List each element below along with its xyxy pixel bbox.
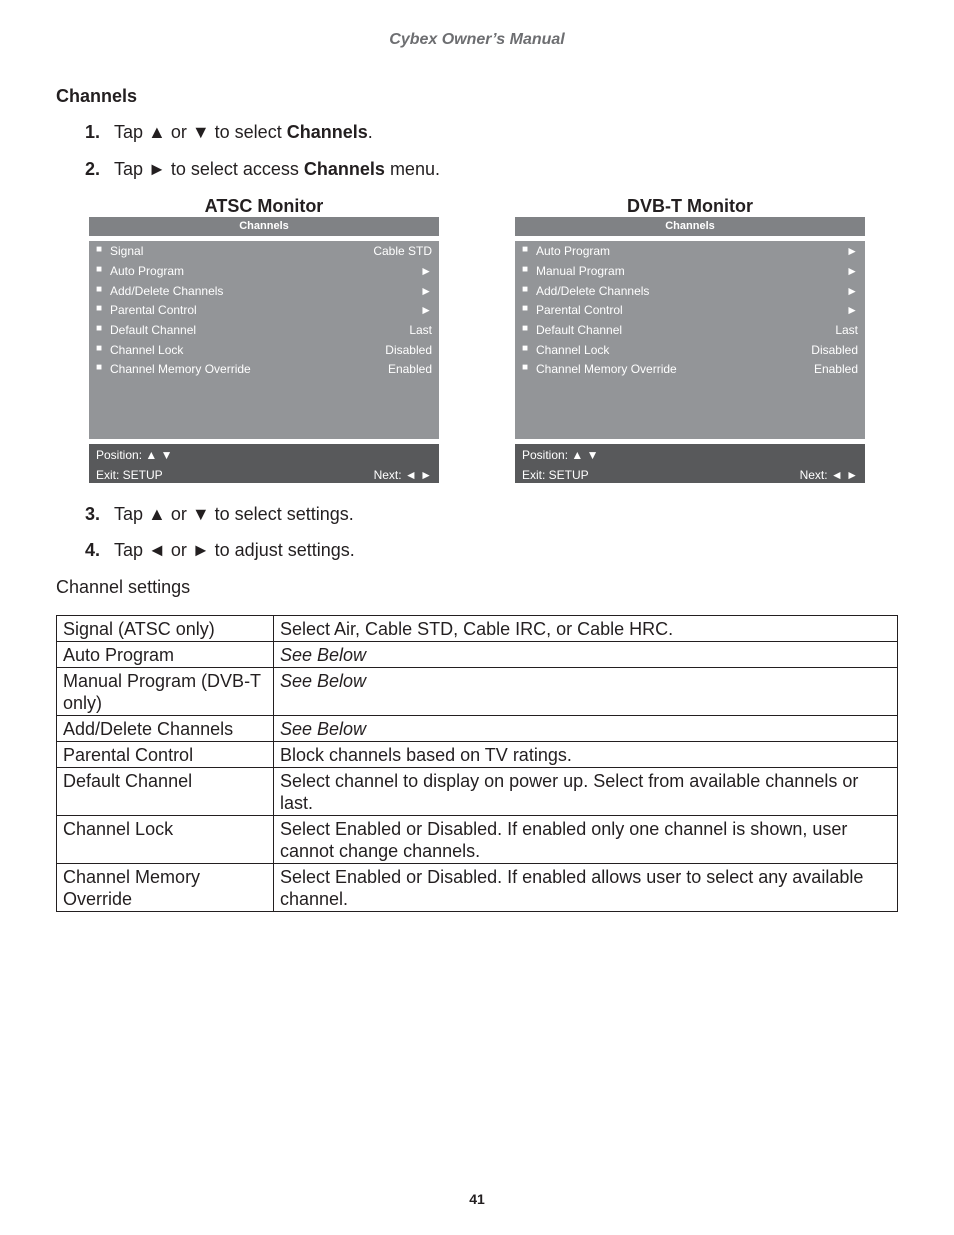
bullet-icon: ■ <box>522 284 529 295</box>
step-bold-text: Channels <box>286 122 368 142</box>
bullet-icon: ■ <box>96 284 103 295</box>
menu-item-label: Default Channel <box>536 323 623 337</box>
menu-item <box>89 343 439 363</box>
bullet-icon: ■ <box>522 362 529 373</box>
setting-name-cell: Add/Delete Channels <box>57 716 274 742</box>
menu-item-value: Cable STD <box>373 244 432 258</box>
atsc-monitor-title: ATSC Monitor <box>204 196 324 216</box>
menu-item <box>89 284 439 304</box>
menu-item-label: Manual Program <box>536 264 625 278</box>
step-3 <box>85 504 354 525</box>
menu-body <box>89 241 439 439</box>
step-text-end: menu. <box>384 159 440 179</box>
menu-item <box>89 323 439 343</box>
menu-item <box>515 323 865 343</box>
menu-item-label: Add/Delete Channels <box>110 284 224 298</box>
menu-item <box>515 284 865 304</box>
menu-item-value: Disabled <box>385 343 432 357</box>
menu-item-value: Enabled <box>387 362 432 376</box>
footer-position-hint: Position: ▲ ▼ <box>96 448 173 462</box>
menu-item <box>89 244 439 264</box>
footer-exit-hint: Exit: SETUP <box>522 468 589 482</box>
menu-item-value: ► <box>846 264 858 278</box>
menu-item-label: Channel Lock <box>536 343 610 357</box>
menu-item-label: Channel Memory Override <box>536 362 677 376</box>
setting-name-cell: Auto Program <box>57 642 274 668</box>
step-text: Tap ► to select access <box>114 159 304 179</box>
step-number: 3. <box>85 504 101 524</box>
table-row <box>57 816 898 864</box>
bullet-icon: ■ <box>96 244 103 255</box>
bullet-icon: ■ <box>96 323 103 334</box>
bullet-icon: ■ <box>522 303 529 314</box>
menu-item-value: Enabled <box>813 362 858 376</box>
menu-item <box>515 244 865 264</box>
menu-item-label: Parental Control <box>110 303 197 317</box>
step-number: 2. <box>85 159 101 179</box>
step-bold-text: Channels <box>303 159 385 179</box>
step-4 <box>85 540 355 561</box>
section-title: Channels <box>56 86 138 106</box>
table-row <box>57 668 898 716</box>
menu-item-value: Disabled <box>811 343 858 357</box>
step-2 <box>85 159 440 180</box>
menu-item <box>89 264 439 284</box>
setting-name-cell: Manual Program (DVB-T only) <box>57 668 274 716</box>
setting-name-cell: Signal (ATSC only) <box>57 616 274 642</box>
menu-footer <box>89 444 439 483</box>
footer-next-hint: Next: ◄ ► <box>373 468 432 482</box>
bullet-icon: ■ <box>96 343 103 354</box>
menu-item-label: Parental Control <box>536 303 623 317</box>
menu-item <box>89 303 439 323</box>
footer-exit-hint: Exit: SETUP <box>96 468 163 482</box>
setting-description-cell: See Below <box>274 716 898 742</box>
menu-item-label: Add/Delete Channels <box>536 284 650 298</box>
table-row <box>57 716 898 742</box>
table-row <box>57 642 898 668</box>
menu-item-label: Auto Program <box>536 244 611 258</box>
table-row <box>57 768 898 816</box>
menu-item <box>515 264 865 284</box>
step-text: Tap ▲ or ▼ to select <box>114 122 287 142</box>
step-1 <box>85 122 373 143</box>
setting-description-cell: See Below <box>274 642 898 668</box>
bullet-icon: ■ <box>96 362 103 373</box>
table-row <box>57 616 898 642</box>
table-row <box>57 742 898 768</box>
menu-item <box>515 343 865 363</box>
setting-description-cell: Select Enabled or Disabled. If enabled allows user to select any available channel. <box>274 864 898 912</box>
setting-name-cell: Channel Memory Override <box>57 864 274 912</box>
setting-description-cell: Select Air, Cable STD, Cable IRC, or Cable HRC. <box>274 616 898 642</box>
setting-description-cell: See Below <box>274 668 898 716</box>
bullet-icon: ■ <box>522 343 529 354</box>
menu-item-value: ► <box>846 284 858 298</box>
footer-next-hint: Next: ◄ ► <box>799 468 858 482</box>
setting-name-cell: Channel Lock <box>57 816 274 864</box>
step-text: Tap ◄ or ► to adjust settings. <box>114 540 355 560</box>
menu-footer <box>515 444 865 483</box>
bullet-icon: ■ <box>522 323 529 334</box>
menu-item-value: Last <box>409 323 432 337</box>
menu-item <box>515 303 865 323</box>
dvbt-monitor-title: DVB-T Monitor <box>627 196 753 216</box>
menu-item-label: Signal <box>110 244 144 258</box>
setting-description-cell: Block channels based on TV ratings. <box>274 742 898 768</box>
channel-settings-table <box>56 615 898 912</box>
setting-name-cell: Default Channel <box>57 768 274 816</box>
running-header: Cybex Owner’s Manual <box>389 31 565 48</box>
menu-item-value: Last <box>835 323 858 337</box>
bullet-icon: ■ <box>96 303 103 314</box>
table-row <box>57 864 898 912</box>
footer-position-hint: Position: ▲ ▼ <box>522 448 599 462</box>
menu-item-label: Default Channel <box>110 323 197 337</box>
menu-item-value: ► <box>420 284 432 298</box>
atsc-monitor-screen <box>89 217 439 483</box>
menu-item-label: Channel Lock <box>110 343 184 357</box>
bullet-icon: ■ <box>96 264 103 275</box>
menu-item-value: ► <box>846 303 858 317</box>
menu-item <box>89 362 439 382</box>
setting-description-cell: Select Enabled or Disabled. If enabled only one channel is shown, user cannot change channels. <box>274 816 898 864</box>
dvbt-monitor-screen <box>515 217 865 483</box>
menu-title-bar: Channels <box>89 217 439 236</box>
step-text-end: . <box>367 122 373 142</box>
menu-item <box>515 362 865 382</box>
menu-item-value: ► <box>420 303 432 317</box>
bullet-icon: ■ <box>522 244 529 255</box>
step-number: 4. <box>85 540 101 560</box>
menu-item-label: Channel Memory Override <box>110 362 251 376</box>
menu-item-value: ► <box>846 244 858 258</box>
bullet-icon: ■ <box>522 264 529 275</box>
menu-item-value: ► <box>420 264 432 278</box>
page-number: 41 <box>469 1191 485 1207</box>
menu-item-label: Auto Program <box>110 264 185 278</box>
menu-title-bar: Channels <box>515 217 865 236</box>
settings-table-caption: Channel settings <box>56 577 191 597</box>
step-text: Tap ▲ or ▼ to select settings. <box>114 504 354 524</box>
setting-name-cell: Parental Control <box>57 742 274 768</box>
step-number: 1. <box>85 122 101 142</box>
setting-description-cell: Select channel to display on power up. Select from available channels or last. <box>274 768 898 816</box>
menu-body <box>515 241 865 439</box>
